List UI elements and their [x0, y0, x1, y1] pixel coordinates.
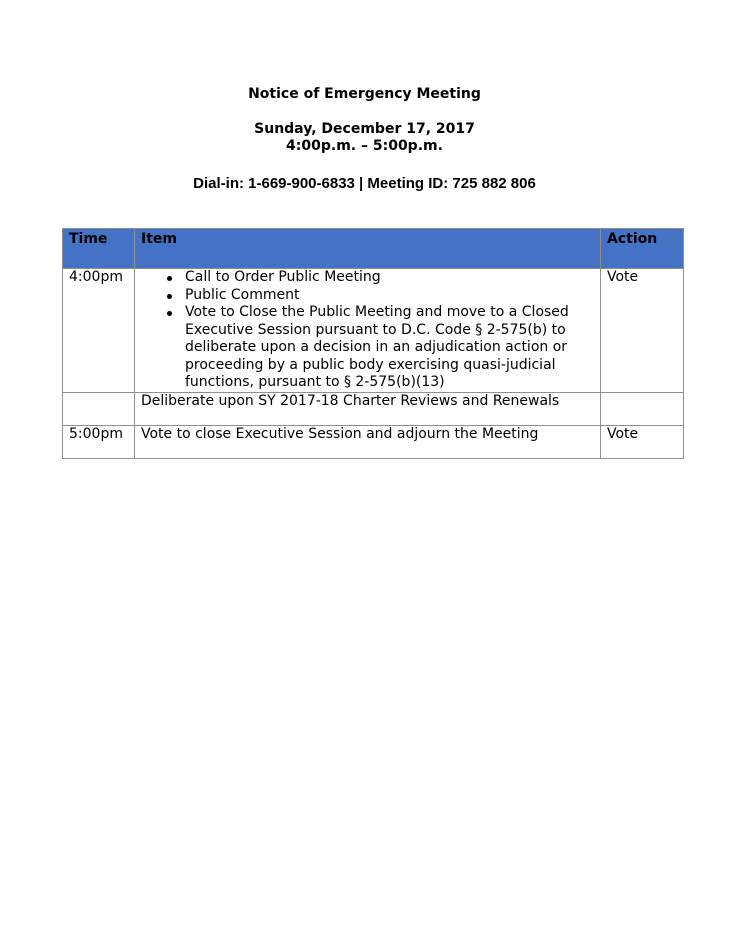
row-item: Deliberate upon SY 2017-18 Charter Reviews and Renewals [135, 392, 601, 425]
row-item-list-cell [135, 269, 601, 393]
agenda-header-row [63, 229, 684, 269]
list-item: Call to Order Public Meeting [185, 269, 594, 287]
agenda-item-list [141, 269, 594, 392]
dial-in-info: Dial-in: 1-669-900-6833 | Meeting ID: 725 882 806 [193, 175, 536, 192]
row-item: Vote to close Executive Session and adjourn the Meeting [135, 425, 601, 458]
column-header-time: Time [63, 229, 135, 269]
meeting-time-range: 4:00p.m. – 5:00p.m. [286, 138, 443, 154]
agenda-table [62, 228, 684, 459]
list-item: Vote to Close the Public Meeting and move to a Closed Executive Session pursuant to D.C. Code § 2-575(b) to deliberate upon a decision in an adjudication action or proceeding by a public body exercising quasi-judicial functions, pursuant to § 2-575(b)(13) [185, 304, 594, 392]
table-row [63, 425, 684, 458]
table-row [63, 392, 684, 425]
row-action [601, 392, 684, 425]
list-item: Public Comment [185, 287, 594, 305]
notice-title: Notice of Emergency Meeting [248, 86, 481, 102]
column-header-item: Item [135, 229, 601, 269]
column-header-action: Action [601, 229, 684, 269]
row-action: Vote [601, 425, 684, 458]
row-action: Vote [601, 269, 684, 393]
row-time: 4:00pm [63, 269, 135, 393]
row-time: 5:00pm [63, 425, 135, 458]
row-time [63, 392, 135, 425]
table-row [63, 269, 684, 393]
meeting-date: Sunday, December 17, 2017 [254, 121, 475, 137]
